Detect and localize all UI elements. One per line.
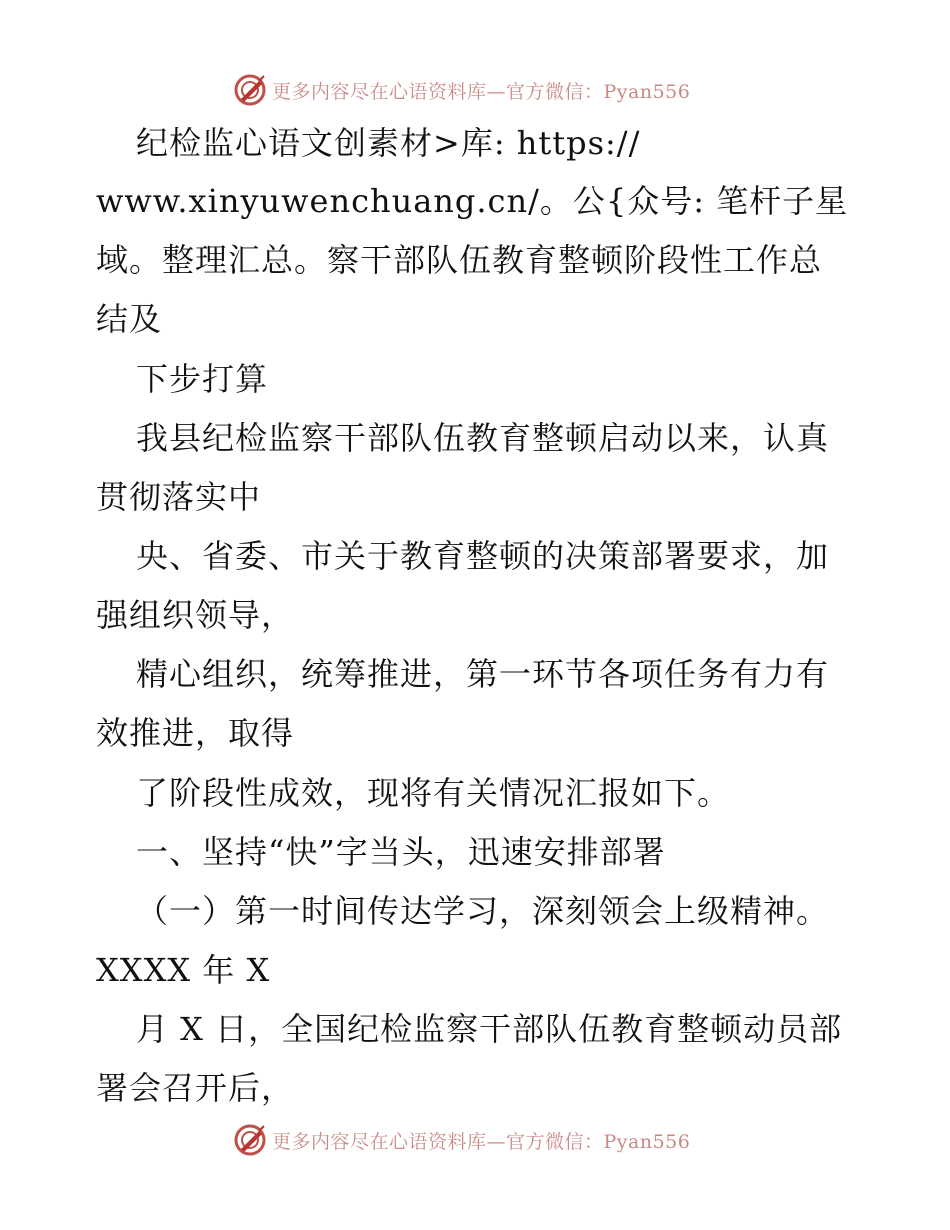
text-line: 下步打算 bbox=[136, 360, 269, 398]
text-line: 域。整理汇总。察干部队伍教育整顿阶段性工作总 bbox=[96, 241, 823, 279]
subsection-heading: （一）第一时间传达学习，深刻领会上级精神。 bbox=[136, 892, 830, 930]
footer-banner bbox=[0, 1120, 950, 1160]
text-line: 结及 bbox=[96, 300, 163, 338]
text-line: 精心组织，统筹推进，第一环节各项任务有力有 bbox=[136, 655, 830, 693]
brush-seal-logo-icon bbox=[232, 72, 268, 108]
text-line: 了阶段性成效，现将有关情况汇报如下。 bbox=[136, 774, 731, 812]
text-line: 央、省委、市关于教育整顿的决策部署要求，加 bbox=[136, 537, 830, 575]
text-line: 署会召开后， bbox=[96, 1069, 295, 1107]
text-line: 效推进，取得 bbox=[96, 714, 295, 752]
text-line: 贯彻落实中 bbox=[96, 478, 262, 516]
header-banner-text: 更多内容尽在心语资料库—官方微信：Pyan556 bbox=[272, 80, 691, 103]
text-line: 我县纪检监察干部队伍教育整顿启动以来，认真 bbox=[136, 419, 830, 457]
text-line: www.xinyuwenchuang.cn/。公{众号: 笔杆子星 bbox=[96, 182, 849, 220]
brush-seal-logo-icon bbox=[232, 1122, 268, 1158]
text-line: XXXX 年 X bbox=[96, 951, 271, 989]
text-line: 纪检监心语文创素材>库: https:// bbox=[136, 124, 641, 162]
footer-banner-text: 更多内容尽在心语资料库—官方微信：Pyan556 bbox=[272, 1130, 691, 1153]
text-line: 月 X 日，全国纪检监察干部队伍教育整顿动员部 bbox=[136, 1010, 843, 1048]
header-banner bbox=[0, 70, 950, 110]
section-heading: 一、坚持“快”字当头，迅速安排部署 bbox=[136, 833, 666, 871]
text-line: 强组织领导， bbox=[96, 596, 295, 634]
